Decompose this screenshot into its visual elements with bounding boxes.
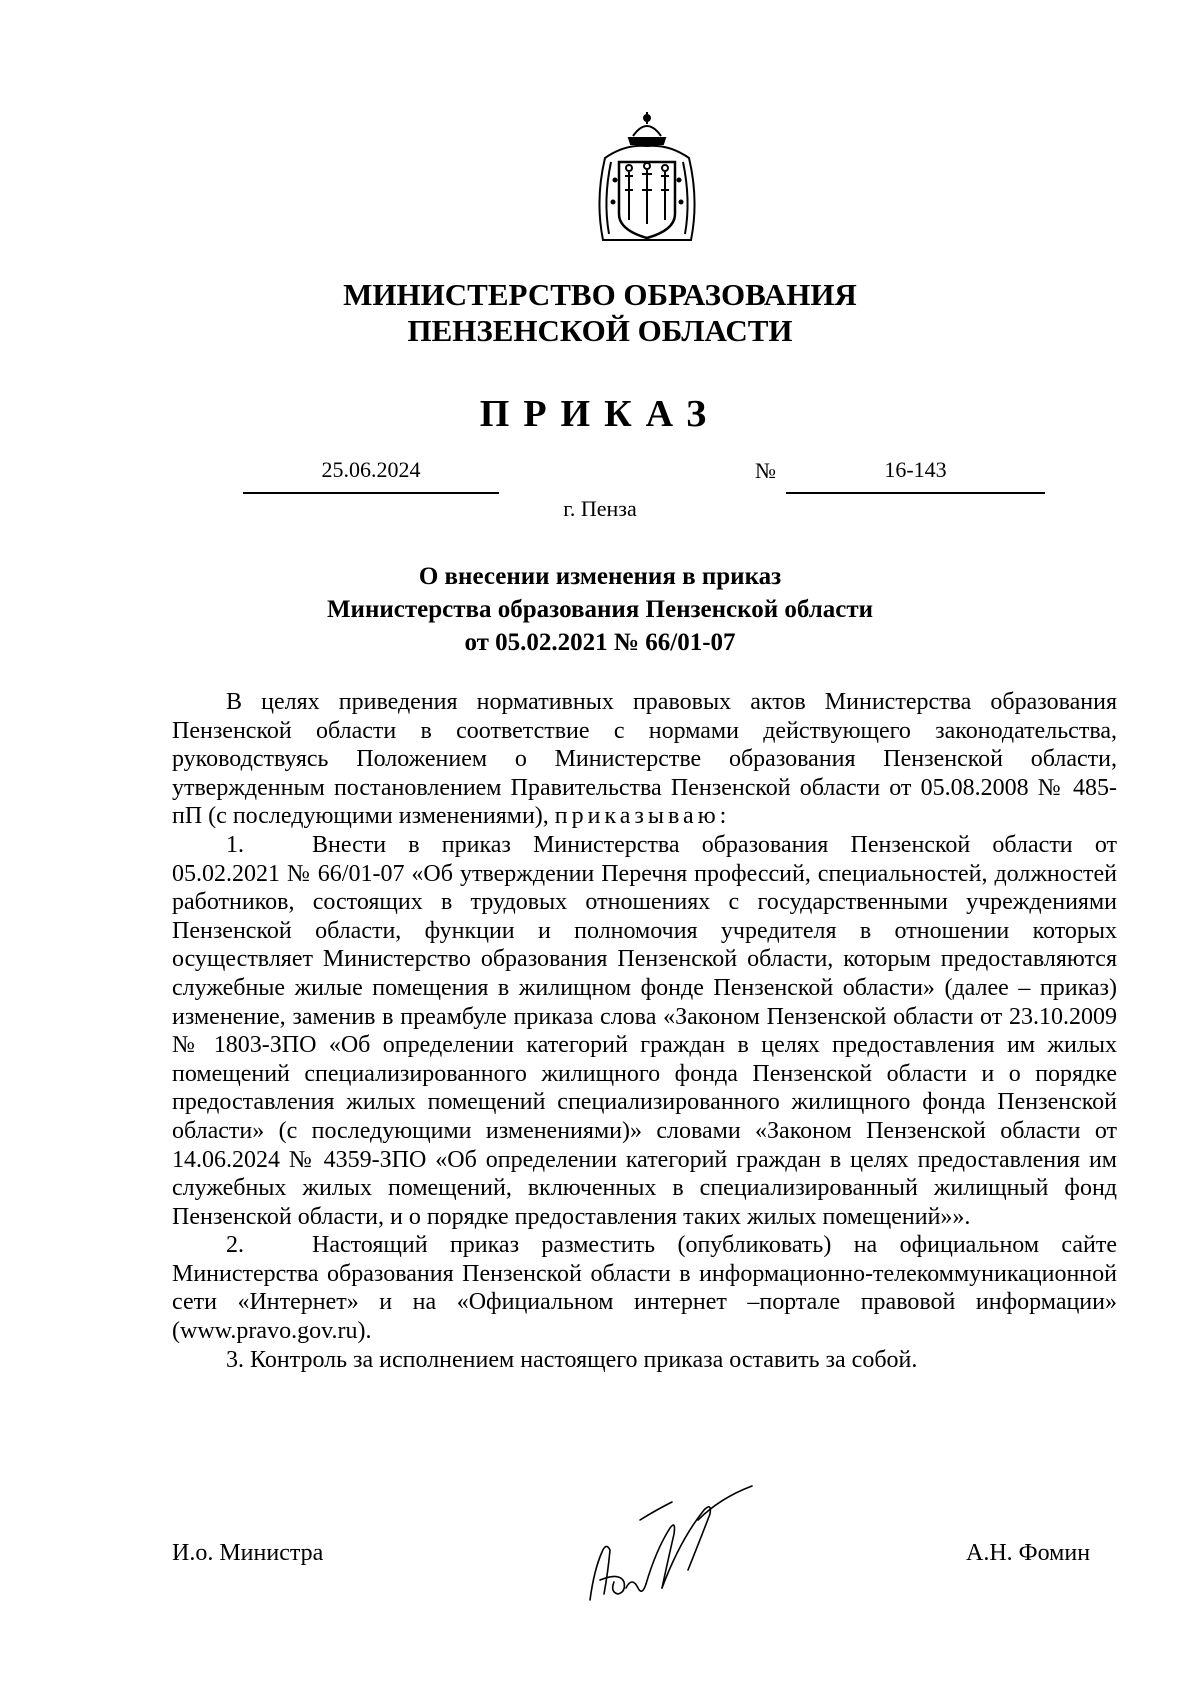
number-underline (786, 492, 1045, 494)
item-3-text: 3. Контроль за исполнением настоящего приказа оставить за собой. (226, 1346, 918, 1373)
document-number: 16-143 (884, 457, 947, 482)
item-1-paragraph (172, 831, 1117, 1231)
date-underline (243, 492, 499, 494)
preamble-text: В целях приведения нормативных правовых актов Министерства образования Пензенской области в соответствие с нормами действующего законодательства, руководствуясь Положением о Министерстве образования Пензенской области, утвержденным постановлением Правительства Пензенской области от 05.08.2008 № 485-пП (с последующими изменениями), (172, 689, 1117, 830)
subject-line1: О внесении изменения в приказ (418, 563, 782, 590)
city: г. Пенза (563, 496, 637, 521)
document-body (172, 688, 1117, 1374)
coat-of-arms-emblem (585, 110, 709, 250)
subject-line3: от 05.02.2021 № 66/01-07 (464, 629, 736, 656)
item-2-number: 2. (226, 1232, 244, 1259)
item-1-number: 1. (226, 831, 244, 858)
number-sign: № (755, 458, 776, 483)
item-1-text: Внести в приказ Министерства образования Пензенской области от 05.02.2021 № 66/01-07 «Об утверждении Перечня профессий, специальностей, должностей работников, состоящих в трудовых отношениях с государственными учреждениями Пензенской области, функции и полномочия учредителя в отношении которых осуществляет Министерство образования Пензенской области, которым предоставляются служебные жилые помещения в жилищном фонде Пензенской области» (далее – приказ) изменение, заменив в преамбуле приказа слова «Законом Пензенской области от 23.10.2009 № 1803-ЗПО «Об определении категорий граждан в целях предоставления им жилых помещений специализированного жилищного фонда Пензенской области и о порядке предоставления жилых помещений специализированного жилищного фонда Пензенской области» (с последующими изменениями)» словами «Законом Пензенской области от 14.06.2024 № 4359-ЗПО «Об определении категорий граждан в целях предоставления им служебных жилых помещений, включенных в специализированный жилищный фонд Пензенской области, и о порядке предоставления таких жилых помещений»». (172, 831, 1117, 1230)
preamble-paragraph (172, 688, 1117, 831)
signatory-name: А.Н. Фомин (966, 1540, 1091, 1566)
item-2-text: Настоящий приказ разместить (опубликовать) на официальном сайте Министерства образования Пензенской области в информационно-телекоммуникационной сети «Интернет» и на «Официальном интернет –портале правовой информации» (www.pravo.gov.ru). (172, 1232, 1117, 1345)
document-type-title: ПРИКАЗ (479, 393, 721, 435)
order-word: приказываю: (554, 803, 731, 830)
org-name-line2: ПЕНЗЕНСКОЙ ОБЛАСТИ (407, 313, 793, 348)
handwritten-signature (580, 1480, 760, 1610)
signatory-role: И.о. Министра (172, 1540, 324, 1566)
document-date: 25.06.2024 (321, 457, 421, 482)
item-3-paragraph (172, 1346, 1117, 1375)
org-name-line1: МИНИСТЕРСТВО ОБРАЗОВАНИЯ (343, 277, 857, 312)
item-2-paragraph (172, 1231, 1117, 1345)
subject-line2: Министерства образования Пензенской области (326, 596, 874, 623)
